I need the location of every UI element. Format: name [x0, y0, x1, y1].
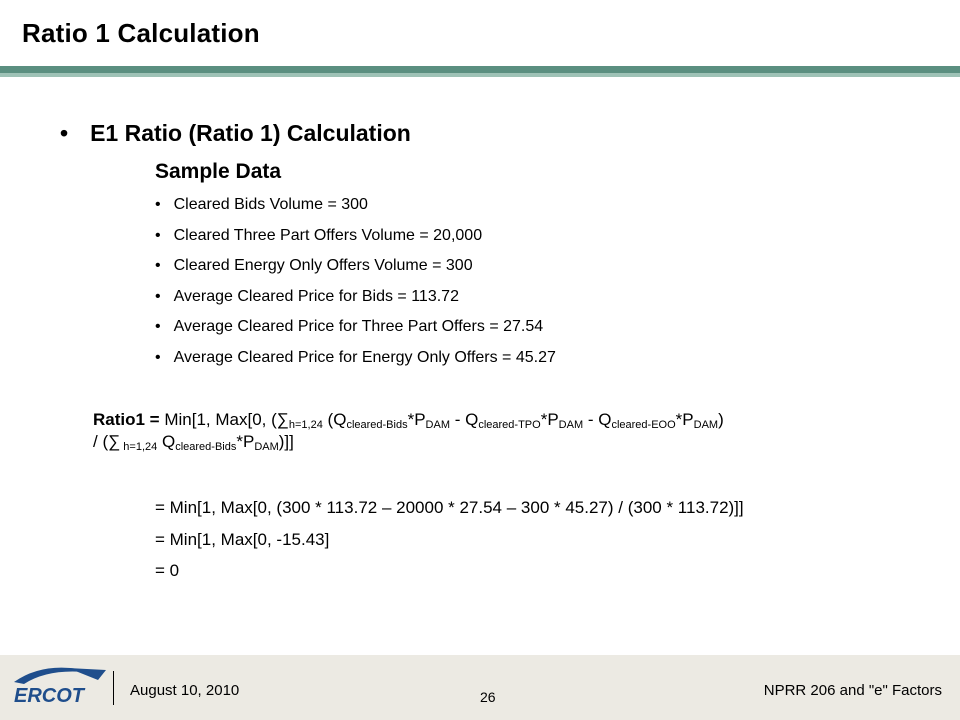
- ratio1-formula: Ratio1 = Min[1, Max[0, ($\sum_{h=1,24}$ $(Q_{cleared-Bids}*P_{DAM} - Q_{cleared-TPO}*P_{DAM} - Q_{cleared-EOO}*P_{DAM})$ / (∑ $_{h=1,24}$ $Q_{cleared-Bids}*P_{DAM}$)]]: [93, 410, 724, 453]
- slide-title: Ratio 1 Calculation: [22, 18, 260, 48]
- svg-text:ERCOT: ERCOT: [14, 685, 84, 707]
- page-number: 26: [480, 689, 496, 705]
- main-bullet-text: E1 Ratio (Ratio 1) Calculation: [90, 120, 411, 146]
- calc-line: = Min[1, Max[0, (300 * 113.72 – 20000 * 27.54 – 300 * 45.27) / (300 * 113.72)]]: [155, 498, 744, 517]
- list-item: • Average Cleared Price for Three Part Offers = 27.54: [155, 318, 544, 335]
- bullet-marker: •: [60, 120, 69, 146]
- formula-label: Ratio1 =: [93, 410, 160, 429]
- title-rule-light: [0, 73, 960, 77]
- calc-line: = 0: [155, 561, 180, 580]
- list-item: • Average Cleared Price for Energy Only Offers = 45.27: [155, 348, 556, 366]
- sample-data-heading: Sample Data: [155, 160, 282, 183]
- calc-line: = Min[1, Max[0, -15.43]: [155, 530, 330, 549]
- main-bullet: [60, 120, 411, 147]
- list-item: • Cleared Energy Only Offers Volume = 300: [155, 257, 473, 274]
- ercot-logo: [8, 660, 118, 714]
- list-item: • Cleared Bids Volume = 300: [155, 196, 368, 213]
- footer-presentation-title: NPRR 206 and "e" Factors: [763, 682, 942, 699]
- list-item: • Cleared Three Part Offers Volume = 20,000: [155, 226, 483, 244]
- title-rule-dark: [0, 66, 960, 73]
- list-item: • Average Cleared Price for Bids = 113.72: [155, 287, 459, 305]
- footer-date: August 10, 2010: [130, 682, 240, 699]
- sample-data-list: [155, 192, 556, 375]
- footer-divider: [113, 671, 114, 705]
